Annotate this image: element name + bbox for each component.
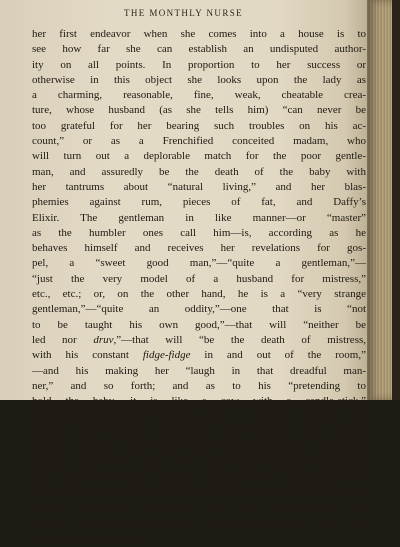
text-segment: a charming, reasonable, fine, weak, cheatable crea- <box>32 89 366 102</box>
text-line <box>32 58 366 73</box>
text-line <box>32 302 366 317</box>
page-edge-shadow <box>392 0 400 400</box>
italic-text: fidge-fidge <box>142 349 191 362</box>
text-line <box>32 318 366 333</box>
text-line <box>32 119 366 134</box>
text-line <box>32 287 366 302</box>
text-segment: receive a little instruction on that head, and not <box>32 502 366 515</box>
italic-text: druv <box>93 333 114 346</box>
text-segment: pel, a “sweet good man,”—“quite a gentleman,”— <box>32 257 366 270</box>
text-line <box>32 256 366 271</box>
text-line <box>32 394 366 409</box>
text-segment: her tantrums about “natural living,” and her blas- <box>32 180 366 193</box>
text-segment: venture to substitute their fine-spun theories for her <box>32 517 366 530</box>
text-line <box>32 73 366 88</box>
text-segment: hold the baby, it is like a cow with a candle-stick.” <box>32 395 366 408</box>
text-segment: ner,” and so forth; and as to his “pretending to <box>32 379 366 392</box>
text-line <box>32 440 366 455</box>
text-segment: in and out of the room,” <box>190 349 366 362</box>
text-segment: reckons to belong exclusively to herself; she makes <box>32 425 366 438</box>
text-segment: man, and assuredly be the death of the baby with <box>32 165 366 178</box>
text-segment: etc., etc.; or, on the other hand, he is a “very strange <box>32 288 366 301</box>
text-segment: are given to the oldest mothers of families, who <box>32 471 366 484</box>
text-line <box>32 88 366 103</box>
text-segment: it the greatest favor to visitor or servant to let them <box>32 441 366 454</box>
text-line <box>32 180 366 195</box>
text-line <box>32 272 366 287</box>
text-segment: “Holding the baby,” indeed, is a science which she <box>32 410 366 423</box>
text-line <box>32 486 366 501</box>
text-line <box>32 226 366 241</box>
text-line <box>32 471 366 486</box>
text-segment: see how far she can establish an undisputed author- <box>32 43 366 56</box>
text-segment: come to see her mistress, how they will do well to <box>32 486 366 499</box>
text-segment: venture upon a trial of it; and affable intimations <box>32 456 366 469</box>
body-text <box>32 27 366 547</box>
text-segment: ity on all points. In proportion to her success or <box>32 58 366 71</box>
text-line <box>32 364 366 379</box>
text-segment: with his constant <box>32 349 143 362</box>
running-head: THE MONTHLY NURSE <box>123 8 244 18</box>
text-line <box>32 532 366 547</box>
text-segment: phemies against rum, pieces of fat, and Daffy’s <box>32 196 366 209</box>
text-line <box>32 333 366 348</box>
text-segment: behaves himself and receives her revelations for gos- <box>32 242 366 255</box>
text-segment: Elixir. The gentleman in like manner—or “master” <box>32 211 366 224</box>
text-segment: count,” or as a Frenchified conceited madam, who <box>32 135 366 148</box>
text-segment: gentleman,”—“quite an oddity,”—one that is “not <box>32 303 366 316</box>
text-line <box>32 379 366 394</box>
text-line <box>32 517 366 532</box>
text-line <box>32 501 366 516</box>
text-segment: long-tested experience <box>32 532 132 545</box>
text-line <box>32 165 366 180</box>
text-segment: “just the very model of a husband for mistress,” <box>32 272 366 285</box>
text-line <box>32 149 366 164</box>
text-segment: will turn out a deplorable match for the poor gentle- <box>32 150 366 163</box>
text-segment: her first endeavor when she comes into a house is to <box>32 28 366 40</box>
text-line <box>32 103 366 118</box>
text-line <box>32 134 366 149</box>
text-segment: —and his making her “laugh in that dreadful man- <box>32 364 366 377</box>
text-segment: ,”—that will “be the death of mistress, <box>113 333 367 346</box>
text-line <box>32 455 366 470</box>
text-segment: ture, whose husband (as she tells him) “can never be <box>32 104 366 117</box>
text-segment: too grateful for her bearing such troubles on his ac- <box>32 119 366 132</box>
text-segment: otherwise in this object she looks upon the lady as <box>32 73 366 86</box>
text-line <box>32 42 366 57</box>
text-line <box>32 27 366 42</box>
text-line <box>32 409 366 424</box>
text-segment: to be taught his own good,”—that will “neither be <box>32 318 366 331</box>
text-line <box>32 425 366 440</box>
text-segment: led nor <box>32 333 94 346</box>
text-line <box>32 195 366 210</box>
text-line <box>32 241 366 256</box>
text-line <box>32 211 366 226</box>
text-line <box>32 348 366 363</box>
text-segment: as the humbler ones call him—is, according as he <box>32 226 366 239</box>
